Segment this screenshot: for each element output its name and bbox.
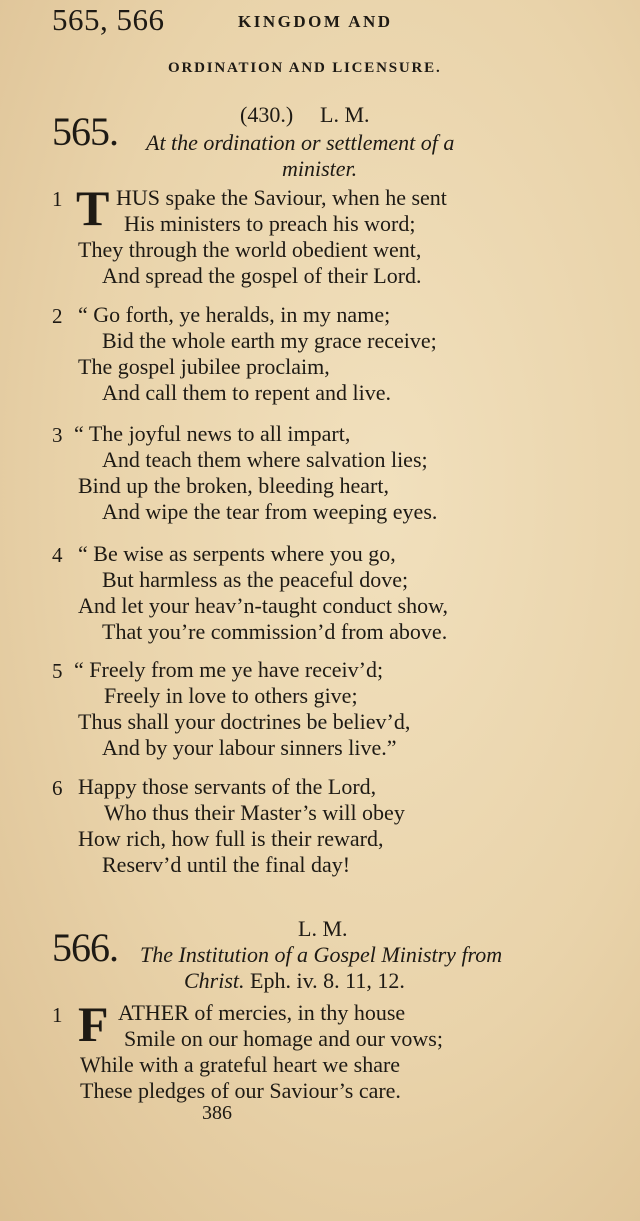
hymn-565-subtitle-line1: At the ordination or settlement of a	[146, 130, 455, 155]
verse-line: Bid the whole earth my grace receive;	[102, 328, 437, 353]
drop-cap-letter: F	[78, 996, 109, 1052]
verse-line: Freely in love to others give;	[104, 683, 358, 708]
section-title: ORDINATION AND LICENSURE.	[168, 60, 442, 76]
stanza-number: 6	[52, 776, 63, 800]
verse-line: “ Freely from me ye have receiv’d;	[74, 657, 384, 682]
verse-line: Smile on our homage and our vows;	[124, 1026, 443, 1051]
verse-line: And wipe the tear from weeping eyes.	[102, 499, 438, 524]
hymn-565-subtitle-line2: minister.	[282, 156, 358, 181]
hymn-565-meter: L. M.	[320, 102, 370, 127]
verse-line: And teach them where salvation lies;	[102, 447, 428, 472]
subtitle-italic-part: Christ.	[184, 968, 245, 993]
verse-line: Thus shall your doctrines be believ’d,	[78, 709, 411, 734]
stanza-number: 5	[52, 659, 63, 683]
hymn-565-tune-ref: (430.)	[240, 102, 294, 127]
running-title: KINGDOM AND	[238, 12, 393, 31]
stanza-number: 1	[52, 1003, 63, 1027]
hymn-565-number: 565.	[52, 109, 118, 154]
scripture-reference: Eph. iv. 8. 11, 12.	[250, 968, 405, 993]
verse-line: Happy those servants of the Lord,	[78, 774, 377, 799]
verse-line: That you’re commission’d from above.	[102, 619, 448, 644]
verse-line: Who thus their Master’s will obey	[104, 800, 405, 825]
verse-line: Bind up the broken, bleeding heart,	[78, 473, 389, 498]
verse-line: “ Go forth, ye heralds, in my name;	[78, 302, 391, 327]
hymn-566-subtitle-line2	[184, 968, 405, 994]
verse-line: And call them to repent and live.	[102, 380, 391, 405]
verse-line: And by your labour sinners live.”	[102, 735, 397, 760]
verse-line: But harmless as the peaceful dove;	[102, 567, 409, 592]
header-hymn-numbers: 565, 566	[52, 2, 165, 37]
hymn-566-meter: L. M.	[298, 916, 348, 941]
stanza-number: 4	[52, 543, 63, 567]
verse-line: HUS spake the Saviour, when he sent	[116, 185, 447, 210]
verse-line: The gospel jubilee proclaim,	[78, 354, 330, 379]
verse-line: These pledges of our Saviour’s care.	[80, 1078, 401, 1103]
verse-line: And spread the gospel of their Lord.	[102, 263, 422, 288]
drop-cap-letter: T	[76, 180, 110, 236]
verse-line: “ Be wise as serpents where you go,	[78, 541, 396, 566]
hymn-566-number: 566.	[52, 925, 118, 970]
hymn-566-subtitle-line1: The Institution of a Gospel Ministry from	[140, 942, 503, 967]
verse-line: “ The joyful news to all impart,	[74, 421, 351, 446]
verse-line: While with a grateful heart we share	[80, 1052, 401, 1077]
verse-line: How rich, how full is their reward,	[78, 826, 384, 851]
verse-line: Reserv’d until the final day!	[102, 852, 351, 877]
stanza-number: 2	[52, 304, 63, 328]
verse-line: They through the world obedient went,	[78, 237, 422, 262]
stanza-number: 1	[52, 187, 63, 211]
verse-line: His ministers to preach his word;	[124, 211, 416, 236]
stanza-number: 3	[52, 423, 63, 447]
page-number: 386	[202, 1102, 232, 1124]
verse-line: ATHER of mercies, in thy house	[118, 1000, 406, 1025]
verse-line: And let your heav’n-taught conduct show,	[78, 593, 449, 618]
